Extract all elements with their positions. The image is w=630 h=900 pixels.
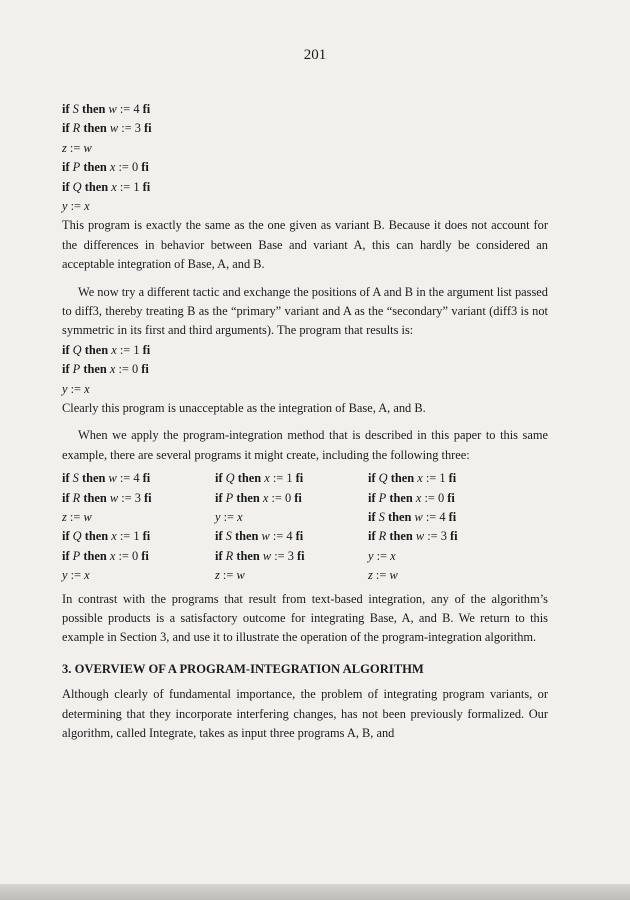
code-line: if P then x := 0 fi — [62, 548, 149, 563]
paragraph-1: This program is exactly the same as the one given as variant B. Because it does not account for the differences in behavior between Base and variant A, this can hardly be considered an acceptable integration of Base, A, and B. — [62, 218, 548, 272]
three-programs — [62, 469, 548, 585]
code-line: z := w — [62, 140, 92, 155]
paragraph-2: We now try a different tactic and exchange the positions of A and B in the argument list passed to diff3, thereby treating B as the “primary” variant and A as the “secondary” variant (diff3 is not symmetric in its first and third arguments). The program that results is: — [62, 284, 548, 338]
code-line: y := x — [215, 509, 243, 524]
paragraph-6: Although clearly of fundamental importance, the problem of integrating program variants, or determining that they incorporate interfering changes, has not been previously formalized. Our algorithm, called Integrate, takes as input three programs A, B, and — [62, 687, 548, 740]
code-line: y := x — [62, 568, 90, 583]
program-column-1 — [62, 469, 215, 585]
code-line: y := x — [62, 381, 90, 396]
program-column-3 — [368, 469, 521, 585]
code-line: z := w — [215, 568, 245, 583]
code-line: if Q then x := 1 fi — [368, 471, 457, 486]
paragraph-3: Clearly this program is unacceptable as the integration of Base, A, and B. — [62, 400, 426, 415]
code-line: if R then w := 3 fi — [368, 529, 458, 544]
code-line: y := x — [62, 198, 90, 213]
code-line: if S then w := 4 fi — [62, 102, 151, 116]
code-line: if R then w := 3 fi — [62, 490, 152, 505]
paragraph-4: When we apply the program-integration method that is described in this paper to this same example, there are several programs it might create, including the following three: — [62, 428, 548, 462]
page-body — [62, 100, 548, 743]
code-block-1 — [62, 100, 548, 216]
code-line: z := w — [368, 568, 398, 583]
code-line: if Q then x := 1 fi — [215, 471, 304, 486]
code-line: if Q then x := 1 fi — [62, 529, 151, 544]
code-line: if S then w := 4 fi — [368, 509, 457, 524]
code-line: if R then w := 3 fi — [62, 121, 152, 136]
code-line: if P then x := 0 fi — [62, 160, 149, 175]
program-column-2 — [215, 469, 368, 585]
paragraph-5: In contrast with the programs that result from text-based integration, any of the algorithm’s possible products is a satisfactory outcome for integrating Base, A, and B. We return to this example in Section 3, and use it to illustrate the operation of the program-integration algorithm. — [62, 591, 548, 645]
code-line: y := x — [368, 548, 396, 563]
code-line: if P then x := 0 fi — [215, 490, 302, 505]
section-heading: 3. OVERVIEW OF A PROGRAM-INTEGRATION ALGORITHM — [62, 661, 424, 676]
code-line: if P then x := 0 fi — [62, 362, 149, 377]
code-line: if S then w := 4 fi — [62, 471, 151, 486]
code-line: if Q then x := 1 fi — [62, 342, 151, 357]
code-line: z := w — [62, 509, 92, 524]
scan-edge — [0, 884, 630, 900]
code-line: if P then x := 0 fi — [368, 490, 455, 505]
code-line: if S then w := 4 fi — [215, 529, 304, 544]
code-line: if R then w := 3 fi — [215, 548, 305, 563]
code-line: if Q then x := 1 fi — [62, 179, 151, 194]
code-block-2 — [62, 341, 548, 399]
page-number: 201 — [303, 47, 327, 63]
